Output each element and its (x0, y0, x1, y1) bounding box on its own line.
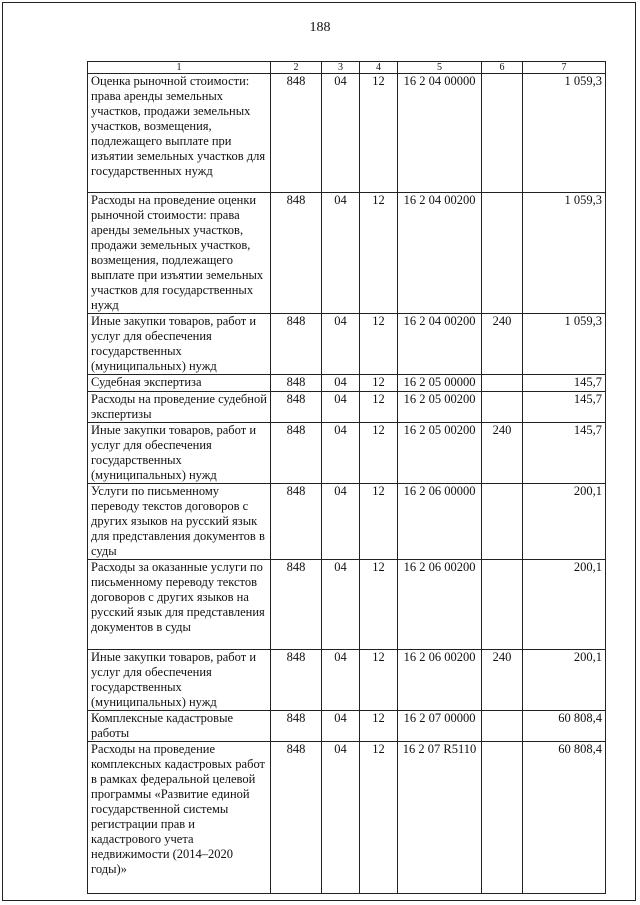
row-name: Расходы на проведение оценки рыночной стоимости: права аренды земельных участков, продажи земельных участков, возмещения, подлежащего выплате при изъятии земельных участков для государственных нужд (88, 193, 271, 314)
cell-ministry-code: 848 (271, 560, 322, 650)
cell-ministry-code: 848 (271, 423, 322, 484)
cell-expense-type (482, 711, 523, 742)
header-col-3: 3 (322, 62, 360, 74)
cell-expense-type (482, 375, 523, 392)
cell-section: 04 (322, 423, 360, 484)
cell-expense-type (482, 484, 523, 560)
cell-amount: 200,1 (523, 560, 606, 650)
row-name: Комплексные кадастровые работы (88, 711, 271, 742)
cell-subsection: 12 (360, 392, 398, 423)
cell-amount: 200,1 (523, 484, 606, 560)
cell-amount: 1 059,3 (523, 193, 606, 314)
cell-subsection: 12 (360, 375, 398, 392)
cell-subsection: 12 (360, 423, 398, 484)
table-row (88, 560, 606, 650)
cell-expense-type (482, 392, 523, 423)
cell-expense-type: 240 (482, 423, 523, 484)
cell-amount: 1 059,3 (523, 314, 606, 375)
cell-target-article: 16 2 04 00200 (398, 193, 482, 314)
cell-expense-type (482, 742, 523, 894)
cell-subsection: 12 (360, 484, 398, 560)
header-col-2: 2 (271, 62, 322, 74)
header-col-7: 7 (523, 62, 606, 74)
row-name: Расходы за оказанные услуги по письменному переводу текстов договоров с других языков на русский язык для представления документов в суды (88, 560, 271, 650)
cell-subsection: 12 (360, 314, 398, 375)
row-name: Оценка рыночной стоимости: права аренды земельных участков, продажи земельных участков, возмещения, подлежащего выплате при изъятии земельных участков для государственных нужд (88, 74, 271, 193)
cell-amount: 145,7 (523, 392, 606, 423)
table-row (88, 193, 606, 314)
header-col-5: 5 (398, 62, 482, 74)
cell-ministry-code: 848 (271, 484, 322, 560)
cell-amount: 145,7 (523, 423, 606, 484)
cell-section: 04 (322, 392, 360, 423)
table-row (88, 375, 606, 392)
budget-table (87, 61, 606, 894)
cell-amount: 145,7 (523, 375, 606, 392)
row-name: Услуги по письменному переводу текстов договоров с других языков на русский язык для представления документов в суды (88, 484, 271, 560)
cell-section: 04 (322, 650, 360, 711)
row-name: Расходы на проведение судебной экспертизы (88, 392, 271, 423)
cell-section: 04 (322, 375, 360, 392)
cell-section: 04 (322, 742, 360, 894)
cell-target-article: 16 2 07 R5110 (398, 742, 482, 894)
table-row (88, 650, 606, 711)
cell-ministry-code: 848 (271, 193, 322, 314)
table-row (88, 711, 606, 742)
table-row (88, 484, 606, 560)
cell-ministry-code: 848 (271, 392, 322, 423)
cell-ministry-code: 848 (271, 711, 322, 742)
cell-ministry-code: 848 (271, 74, 322, 193)
cell-amount: 200,1 (523, 650, 606, 711)
cell-section: 04 (322, 711, 360, 742)
cell-section: 04 (322, 74, 360, 193)
row-name: Иные закупки товаров, работ и услуг для обеспечения государственных (муниципальных) нужд (88, 314, 271, 375)
cell-target-article: 16 2 07 00000 (398, 711, 482, 742)
cell-expense-type: 240 (482, 650, 523, 711)
cell-target-article: 16 2 06 00200 (398, 650, 482, 711)
header-col-1: 1 (88, 62, 271, 74)
cell-target-article: 16 2 05 00000 (398, 375, 482, 392)
cell-section: 04 (322, 193, 360, 314)
cell-target-article: 16 2 04 00000 (398, 74, 482, 193)
cell-subsection: 12 (360, 193, 398, 314)
table-row (88, 742, 606, 894)
header-col-4: 4 (360, 62, 398, 74)
cell-subsection: 12 (360, 560, 398, 650)
cell-target-article: 16 2 06 00000 (398, 484, 482, 560)
cell-subsection: 12 (360, 742, 398, 894)
cell-target-article: 16 2 06 00200 (398, 560, 482, 650)
cell-ministry-code: 848 (271, 314, 322, 375)
cell-ministry-code: 848 (271, 650, 322, 711)
cell-subsection: 12 (360, 711, 398, 742)
cell-subsection: 12 (360, 74, 398, 193)
header-col-6: 6 (482, 62, 523, 74)
cell-amount: 60 808,4 (523, 711, 606, 742)
cell-target-article: 16 2 04 00200 (398, 314, 482, 375)
cell-ministry-code: 848 (271, 742, 322, 894)
cell-expense-type (482, 560, 523, 650)
row-name: Судебная экспертиза (88, 375, 271, 392)
row-name: Расходы на проведение комплексных кадастровых работ в рамках федеральной целевой программы «Развитие единой государственной системы регистрации прав и кадастрового учета недвижимости (2014–2020 годы)» (88, 742, 271, 894)
table-header-row (88, 62, 606, 74)
cell-expense-type (482, 193, 523, 314)
table-row (88, 74, 606, 193)
cell-section: 04 (322, 314, 360, 375)
table-row (88, 423, 606, 484)
cell-ministry-code: 848 (271, 375, 322, 392)
cell-amount: 1 059,3 (523, 74, 606, 193)
table-row (88, 392, 606, 423)
row-name: Иные закупки товаров, работ и услуг для обеспечения государственных (муниципальных) нужд (88, 650, 271, 711)
cell-section: 04 (322, 484, 360, 560)
cell-subsection: 12 (360, 650, 398, 711)
cell-target-article: 16 2 05 00200 (398, 423, 482, 484)
cell-target-article: 16 2 05 00200 (398, 392, 482, 423)
cell-amount: 60 808,4 (523, 742, 606, 894)
table-row (88, 314, 606, 375)
cell-section: 04 (322, 560, 360, 650)
row-name: Иные закупки товаров, работ и услуг для обеспечения государственных (муниципальных) нужд (88, 423, 271, 484)
cell-expense-type (482, 74, 523, 193)
page-number: 188 (309, 20, 331, 35)
cell-expense-type: 240 (482, 314, 523, 375)
